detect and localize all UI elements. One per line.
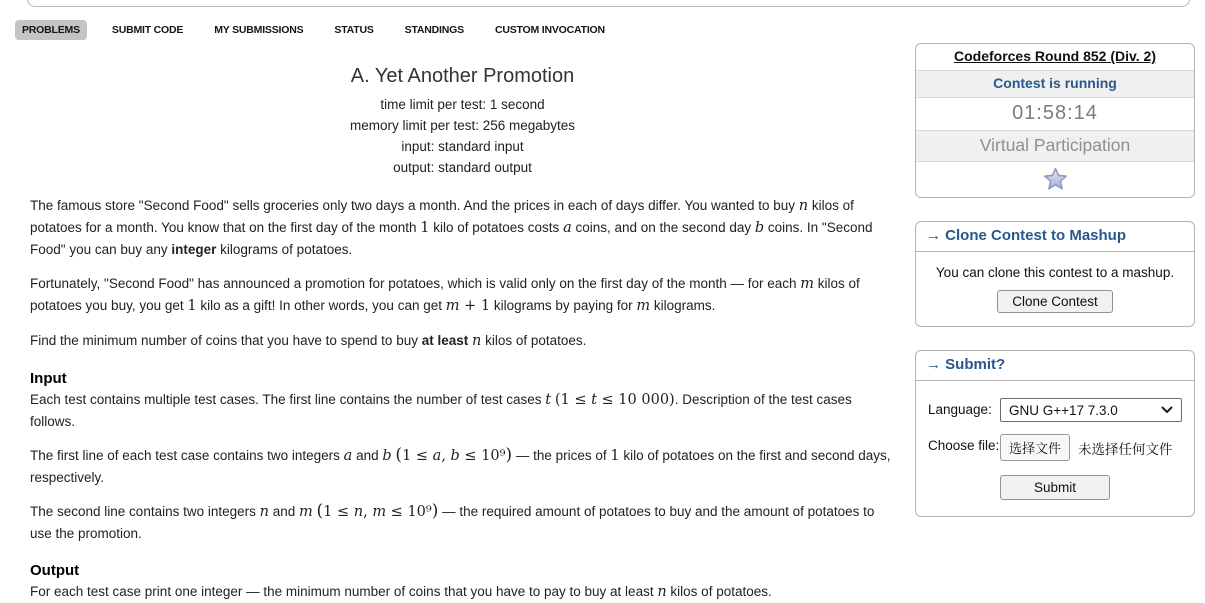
clone-box-title: Clone Contest to Mashup <box>945 227 1126 244</box>
problem-paragraph: The first line of each test case contains two integers a and b (1 ≤ a, b ≤ 10⁹) — the prices of 1 kilo of potatoes on the first and second days, respectively. <box>30 445 891 485</box>
tab-my-submissions[interactable]: MY SUBMISSIONS <box>214 24 304 36</box>
submit-box-title: Submit? <box>945 356 1006 373</box>
contest-status: Contest is running <box>993 75 1117 91</box>
clone-contest-box <box>915 221 1195 327</box>
contest-timer: 01:58:14 <box>916 98 1194 131</box>
problem-statement <box>30 40 895 603</box>
chevron-down-icon <box>1161 406 1173 414</box>
sidebar <box>915 40 1195 603</box>
choose-file-button[interactable]: 选择文件 <box>1000 434 1070 461</box>
language-selected-value: GNU G++17 7.3.0 <box>1009 402 1118 418</box>
virtual-participation-label: Virtual Participation <box>916 131 1194 162</box>
clone-contest-button[interactable]: Clone Contest <box>997 290 1113 313</box>
time-limit: time limit per test: 1 second <box>380 97 545 112</box>
contest-info-box <box>915 43 1195 198</box>
contest-tabbar <box>15 20 611 40</box>
page-top-border <box>27 0 1190 7</box>
clone-box-header <box>916 222 1194 252</box>
input-spec: input: standard input <box>401 139 524 154</box>
problem-limits <box>30 94 895 178</box>
tab-submit-code[interactable]: SUBMIT CODE <box>111 24 184 36</box>
problem-paragraph: The second line contains two integers n and m (1 ≤ n, m ≤ 10⁹) — the required amount of potatoes to buy and the amount of potatoes to use the promotion. <box>30 501 875 541</box>
output-spec: output: standard output <box>393 160 532 175</box>
problem-title: A. Yet Another Promotion <box>350 65 575 87</box>
submit-box <box>915 350 1195 517</box>
choose-file-label: Choose file: <box>928 438 1000 453</box>
problem-paragraph: Find the minimum number of coins that you have to spend to buy at least n kilos of potatoes. <box>30 333 587 349</box>
submit-button[interactable]: Submit <box>1000 475 1110 500</box>
arrow-right-icon: → <box>926 356 941 373</box>
language-label: Language: <box>928 402 992 417</box>
problem-paragraph: For each test case print one integer — the minimum number of coins that you have to pay to buy at least n kilos of potatoes. <box>30 584 772 600</box>
language-select[interactable] <box>1000 398 1182 422</box>
output-section-heading: Output <box>30 562 80 579</box>
memory-limit: memory limit per test: 256 megabytes <box>349 118 576 133</box>
problem-paragraph: Each test contains multiple test cases. The first line contains the number of test cases t (1 ≤ t ≤ 10 000). Description of the test cases follows. <box>30 392 852 429</box>
input-section-heading: Input <box>30 370 67 387</box>
submit-box-header <box>916 351 1194 381</box>
tab-standings[interactable]: STANDINGS <box>404 24 464 36</box>
file-status-text: 未选择任何文件 <box>1078 441 1173 457</box>
clone-description: You can clone this contest to a mashup. <box>935 265 1175 280</box>
tab-problems[interactable]: PROBLEMS <box>15 20 87 40</box>
star-icon[interactable] <box>1043 167 1068 191</box>
problem-paragraph: Fortunately, "Second Food" has announced a promotion for potatoes, which is valid only on the first day of the month — for each m kilos of potatoes you buy, you get 1 kilo as a gift! In other words, you can get m + 1 kilograms by paying for m kilograms. <box>30 276 860 314</box>
tab-status[interactable]: STATUS <box>334 24 374 36</box>
arrow-right-icon: → <box>926 227 941 244</box>
tab-custom-invocation[interactable]: CUSTOM INVOCATION <box>494 24 605 36</box>
contest-title-link[interactable]: Codeforces Round 852 (Div. 2) <box>953 48 1156 64</box>
problem-paragraph: The famous store "Second Food" sells groceries only two days a month. And the prices in each of days differ. You wanted to buy n kilos of potatoes for a month. You know that on the first day of the month 1 kilo of potatoes costs a coins, and on the second day b coins. In "Second Food" you can buy any integer kilograms of potatoes. <box>30 198 873 257</box>
